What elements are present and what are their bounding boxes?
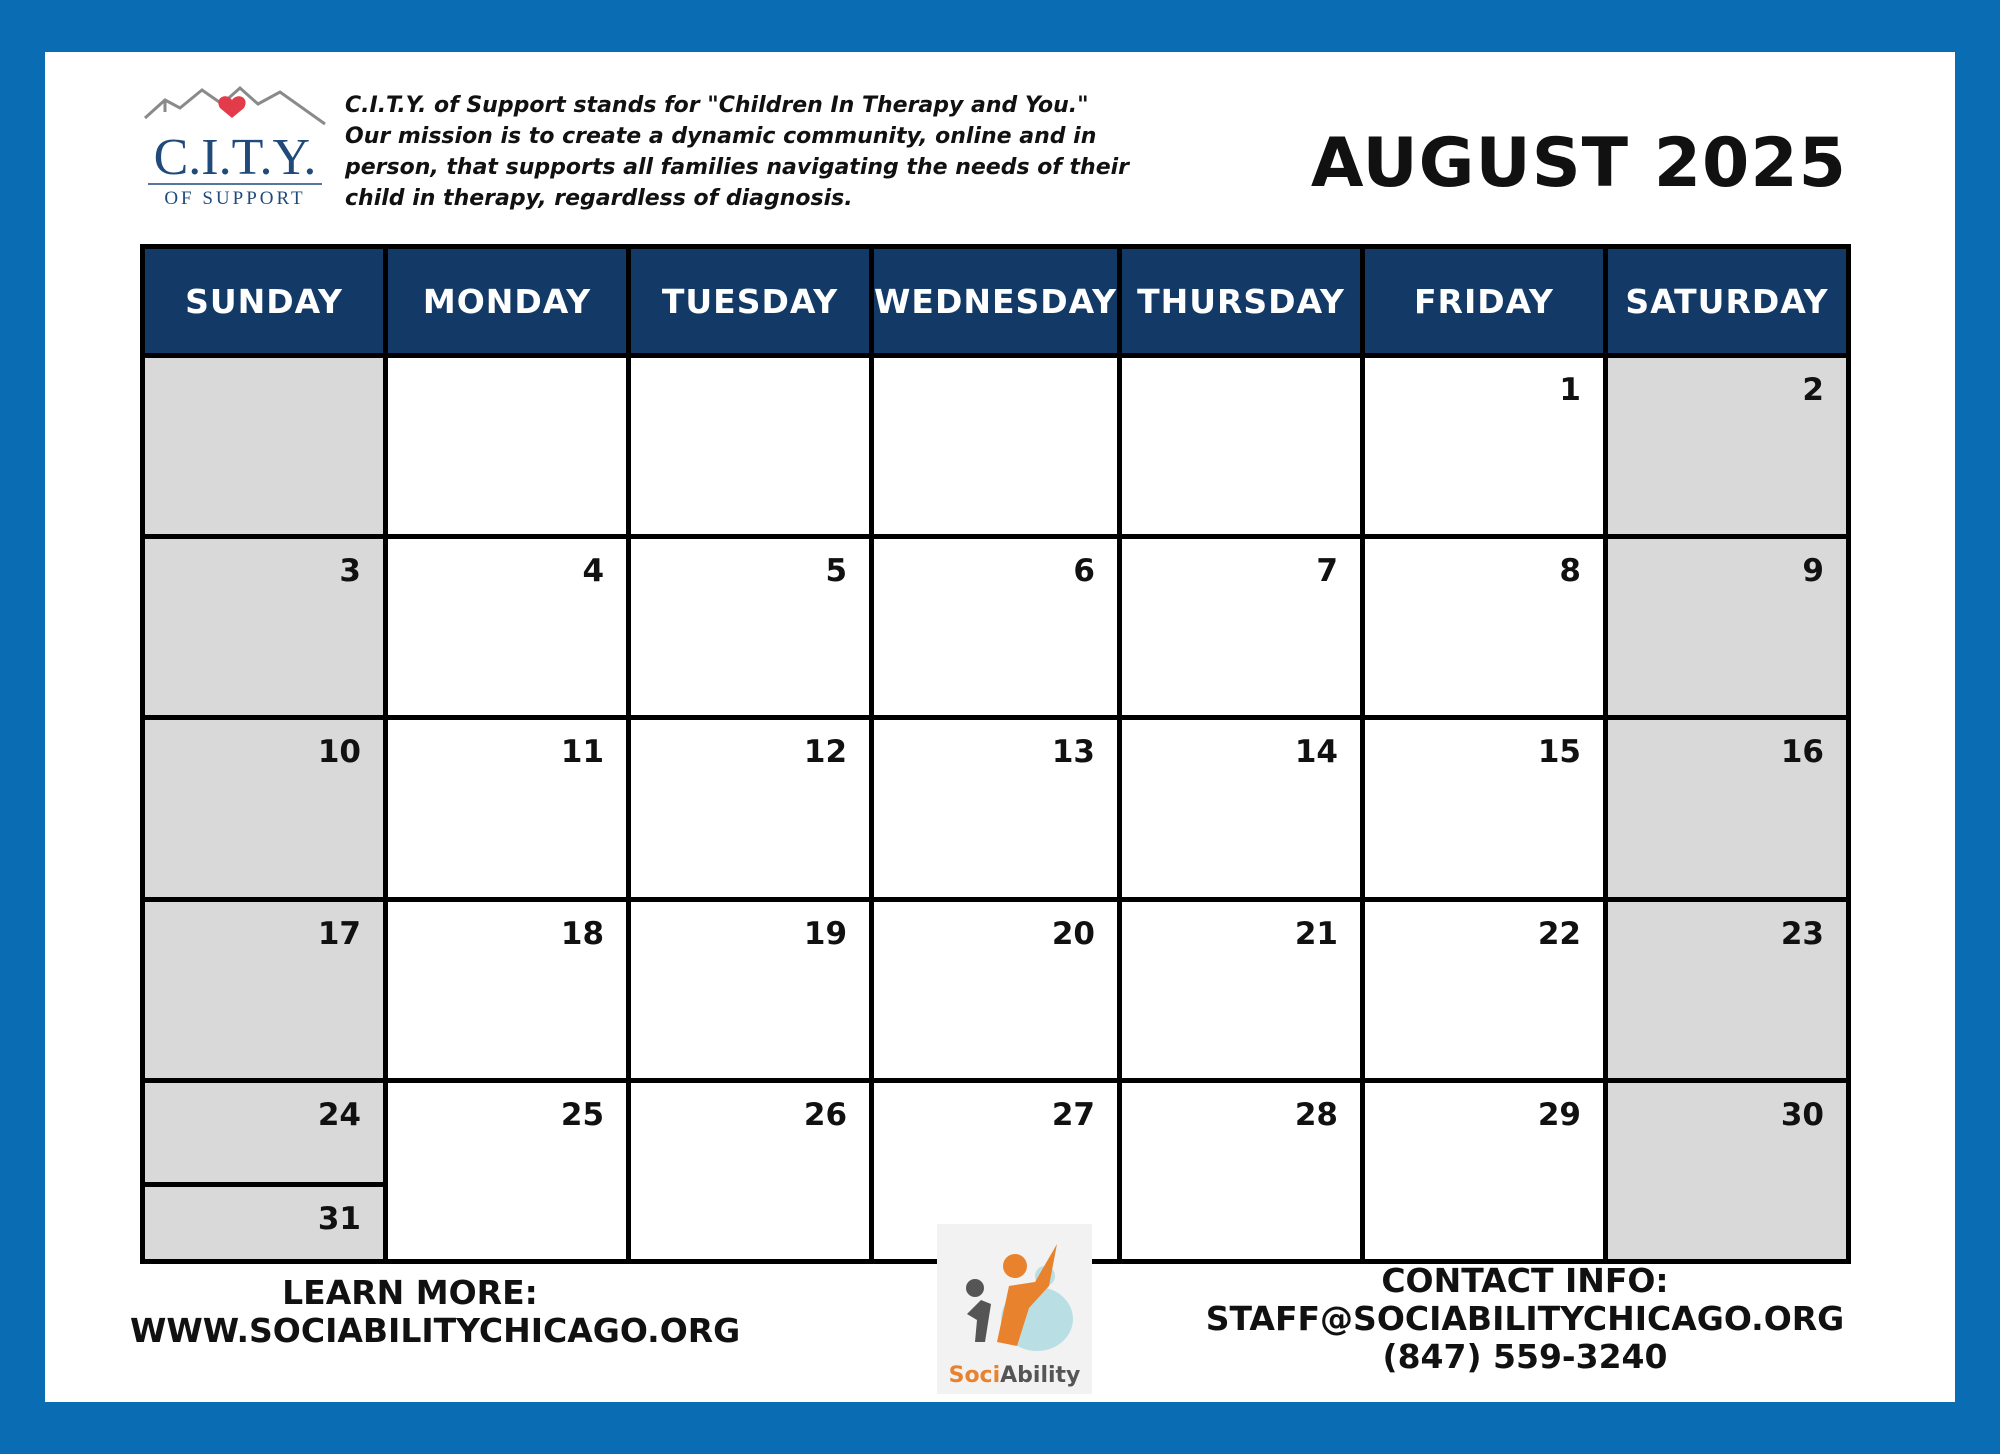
day-cell[interactable]: [1365, 720, 1603, 896]
day-cell[interactable]: [145, 1083, 383, 1259]
month-title: AUGUST 2025: [1310, 124, 1847, 203]
day-cell[interactable]: [1365, 902, 1603, 1078]
day-number: 23: [1780, 915, 1824, 952]
learn-more-label: LEARN MORE:: [282, 1273, 538, 1312]
weekday-header: MONDAY: [388, 249, 626, 353]
page-frame: [45, 52, 1955, 1402]
day-number: 31: [317, 1200, 361, 1237]
day-number: 9: [1802, 553, 1824, 590]
day-cell[interactable]: [1608, 539, 1846, 715]
day-cell[interactable]: [1122, 720, 1360, 896]
house-heart-icon: [140, 82, 330, 214]
weekday-header: SATURDAY: [1608, 249, 1846, 353]
weekday-header: SUNDAY: [145, 249, 383, 353]
weekday-header: FRIDAY: [1365, 249, 1603, 353]
calendar-grid: [140, 244, 1851, 1264]
day-cell[interactable]: [145, 539, 383, 715]
day-cell[interactable]: [1608, 902, 1846, 1078]
day-number: 30: [1780, 1096, 1824, 1133]
day-cell-half[interactable]: [145, 1083, 383, 1182]
day-number: 21: [1294, 915, 1338, 952]
day-cell[interactable]: [1365, 358, 1603, 534]
day-cell[interactable]: [874, 902, 1117, 1078]
logo-name: C.I.T.Y.: [153, 129, 317, 186]
learn-more-block: [130, 1273, 741, 1350]
day-cell[interactable]: [631, 720, 869, 896]
day-cell[interactable]: [631, 1083, 869, 1259]
email-link[interactable]: STAFF@SOCIABILITYCHICAGO.ORG: [1205, 1299, 1845, 1338]
weekday-header: TUESDAY: [631, 249, 869, 353]
day-cell[interactable]: [388, 902, 626, 1078]
phone-number[interactable]: (847) 559-3240: [1382, 1337, 1668, 1376]
day-cell[interactable]: [388, 720, 626, 896]
day-number: 6: [1073, 553, 1095, 590]
day-number: 5: [825, 553, 848, 590]
day-number: 24: [317, 1096, 361, 1133]
day-cell[interactable]: [874, 539, 1117, 715]
day-number: 7: [1316, 553, 1338, 590]
logo-tagline: OF SUPPORT: [164, 188, 306, 209]
day-cell[interactable]: [1122, 539, 1360, 715]
day-number: 26: [803, 1096, 848, 1133]
sociability-logo: [937, 1224, 1092, 1394]
day-number: 20: [1051, 915, 1095, 952]
day-number: 18: [560, 915, 605, 952]
day-cell[interactable]: [145, 720, 383, 896]
day-number: 22: [1537, 915, 1581, 952]
day-number: 13: [1051, 734, 1095, 771]
day-cell-half[interactable]: [145, 1187, 383, 1259]
day-number: 17: [317, 915, 361, 952]
day-number: 19: [803, 915, 848, 952]
day-number: 25: [560, 1096, 605, 1133]
website-link[interactable]: WWW.SOCIABILITYCHICAGO.ORG: [130, 1311, 741, 1350]
day-number: 4: [582, 553, 605, 590]
day-number: 28: [1294, 1096, 1338, 1133]
day-cell[interactable]: [1122, 902, 1360, 1078]
day-number: 8: [1559, 553, 1581, 590]
day-cell[interactable]: [388, 539, 626, 715]
day-number: 15: [1537, 734, 1581, 771]
people-figures-icon: [937, 1224, 1092, 1364]
day-cell[interactable]: [1608, 1083, 1846, 1259]
day-cell[interactable]: [388, 1083, 626, 1259]
city-of-support-logo: [140, 82, 330, 214]
weekday-header: WEDNESDAY: [874, 249, 1117, 353]
day-number: 1: [1559, 372, 1581, 408]
day-cell[interactable]: [874, 358, 1117, 534]
day-cell[interactable]: [388, 358, 626, 534]
weekday-header: THURSDAY: [1122, 249, 1360, 353]
day-cell[interactable]: [874, 720, 1117, 896]
contact-label: CONTACT INFO:: [1381, 1261, 1669, 1300]
day-number: 11: [560, 734, 605, 771]
sociability-wordmark: SociAbility: [948, 1363, 1081, 1388]
day-number: 27: [1051, 1096, 1095, 1133]
day-number: 16: [1780, 734, 1824, 771]
day-cell[interactable]: [1608, 720, 1846, 896]
day-cell[interactable]: [1365, 1083, 1603, 1259]
day-number: 14: [1294, 734, 1338, 771]
day-cell[interactable]: [145, 358, 383, 534]
day-cell[interactable]: [145, 902, 383, 1078]
day-number: 2: [1802, 372, 1824, 408]
day-cell[interactable]: [1608, 358, 1846, 534]
day-number: 3: [339, 553, 361, 590]
day-cell[interactable]: [1122, 1083, 1360, 1259]
day-number: 12: [803, 734, 848, 771]
day-number: 29: [1537, 1096, 1581, 1133]
day-cell[interactable]: [631, 902, 869, 1078]
mission-statement: C.I.T.Y. of Support stands for "Children In Therapy and You." Our mission is to create a dynamic community, online and in person, that supports all families navigating the needs of their child in therapy, regardless of diagnosis.: [345, 93, 1130, 211]
day-cell[interactable]: [631, 358, 869, 534]
day-cell[interactable]: [631, 539, 869, 715]
contact-block: [1190, 1262, 1860, 1376]
day-number: 10: [317, 734, 361, 771]
day-cell[interactable]: [1122, 358, 1360, 534]
day-cell[interactable]: [1365, 539, 1603, 715]
